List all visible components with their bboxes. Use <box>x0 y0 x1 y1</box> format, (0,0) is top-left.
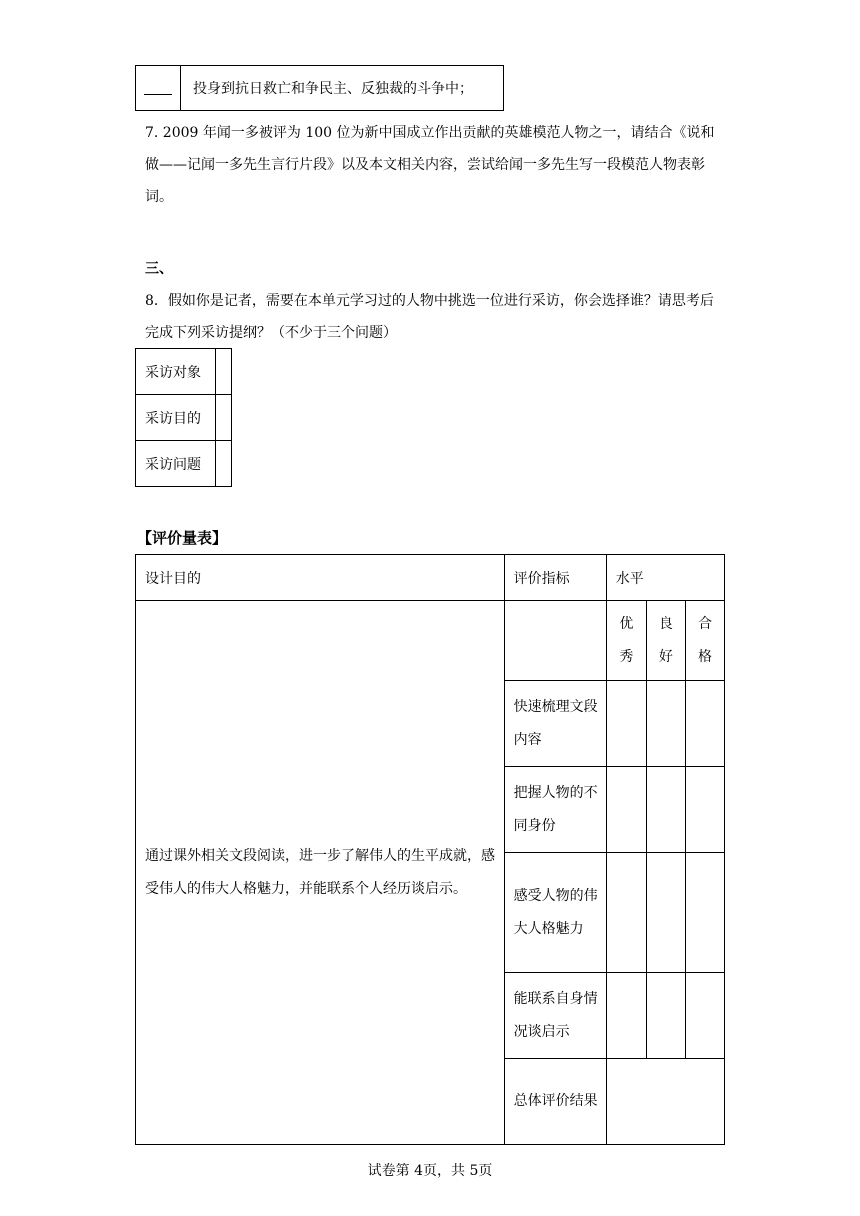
interview-row <box>136 349 232 395</box>
interview-label: 采访目的 <box>136 395 216 441</box>
score-cell[interactable] <box>606 767 646 853</box>
answer-table-top <box>135 65 504 111</box>
interview-row <box>136 441 232 487</box>
score-cell[interactable] <box>646 767 685 853</box>
statement-cell: 投身到抗日救亡和争民主、反独裁的斗争中； <box>181 66 504 111</box>
indicator-cell: 把握人物的不同身份 <box>504 767 606 853</box>
score-cell[interactable] <box>646 973 685 1059</box>
header-indicator: 评价指标 <box>504 555 606 601</box>
header-purpose: 设计目的 <box>136 555 505 601</box>
interview-answer-cell[interactable] <box>215 349 231 395</box>
interview-answer-cell[interactable] <box>215 395 231 441</box>
question-7: 7. 2009 年闻一多被评为 100 位为新中国成立作出贡献的英雄模范人物之一，请结合《说和做——记闻一多先生言行片段》以及本文相关内容，尝试给闻一多先生写一段模范人物表彰词。 <box>145 125 715 205</box>
purpose-text: 通过课外相关文段阅读，进一步了解伟人的生平成就，感受伟人的伟大人格魅力，并能联系个人经历谈启示。 <box>136 601 505 1145</box>
indicator-cell: 感受人物的伟大人格魅力 <box>504 853 606 973</box>
section-heading-3: 三、 <box>145 261 173 277</box>
score-cell[interactable] <box>685 853 724 973</box>
score-cell[interactable] <box>606 973 646 1059</box>
header-level: 水平 <box>606 555 724 601</box>
interview-row <box>136 395 232 441</box>
indicator-cell: 能联系自身情况谈启示 <box>504 973 606 1059</box>
level-pass-header: 合格 <box>685 601 724 681</box>
rubric-table <box>135 554 725 1145</box>
score-cell[interactable] <box>606 681 646 767</box>
score-cell[interactable] <box>685 681 724 767</box>
score-cell[interactable] <box>606 853 646 973</box>
interview-label: 采访问题 <box>136 441 216 487</box>
score-cell[interactable] <box>685 767 724 853</box>
score-cell[interactable] <box>646 853 685 973</box>
rubric-title: 【评价量表】 <box>137 529 228 547</box>
level-good-header: 良好 <box>646 601 685 681</box>
overall-result-cell[interactable] <box>606 1059 724 1145</box>
score-cell[interactable] <box>646 681 685 767</box>
interview-outline-table <box>135 348 232 487</box>
blank-cell[interactable] <box>136 66 181 111</box>
indicator-blank-cell <box>504 601 606 681</box>
indicator-cell: 快速梳理文段内容 <box>504 681 606 767</box>
interview-answer-cell[interactable] <box>215 441 231 487</box>
overall-label: 总体评价结果 <box>504 1059 606 1145</box>
score-cell[interactable] <box>685 973 724 1059</box>
question-8: 8．假如你是记者，需要在本单元学习过的人物中挑选一位进行采访，你会选择谁？请思考后完成下列采访提纲？（不少于三个问题） <box>145 293 714 341</box>
blank-line <box>144 82 172 95</box>
level-excellent-header: 优秀 <box>606 601 646 681</box>
page-footer: 试卷第 4页，共 5页 <box>367 1163 493 1179</box>
interview-label: 采访对象 <box>136 349 216 395</box>
